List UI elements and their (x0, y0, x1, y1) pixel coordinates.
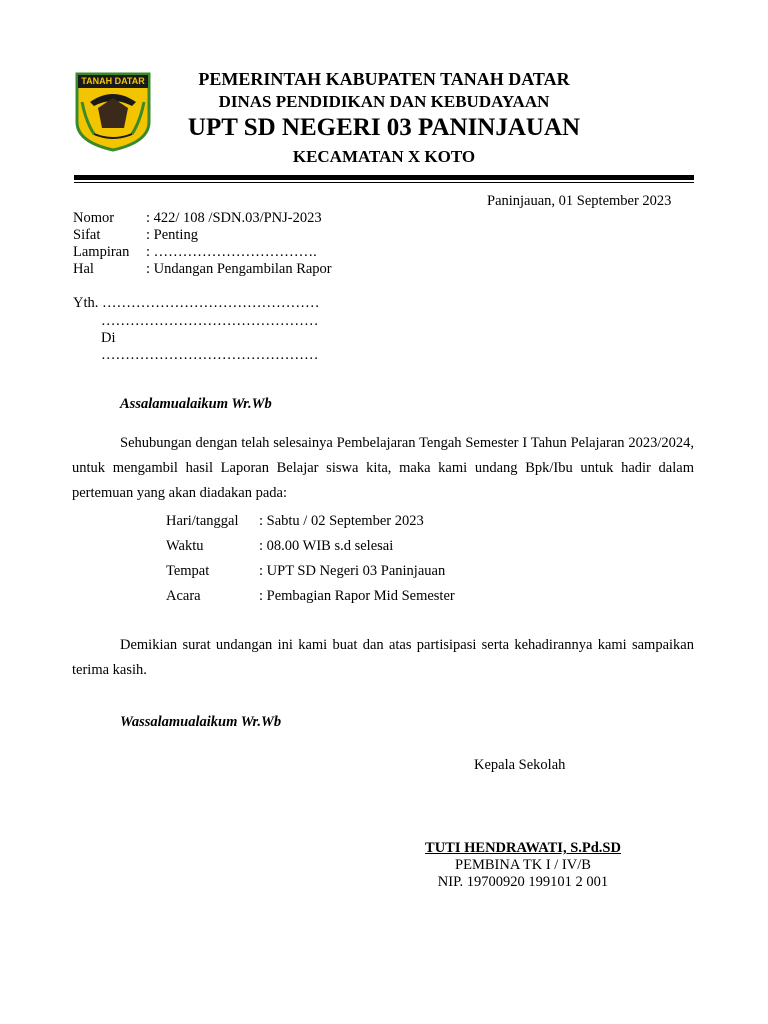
recipient-line-3: Di (101, 330, 116, 346)
event-value: : 08.00 WIB s.d selesai (259, 538, 394, 554)
event-value: : Pembagian Rapor Mid Semester (259, 588, 455, 604)
event-value: : UPT SD Negeri 03 Paninjauan (259, 563, 446, 579)
logo-label: TANAH DATAR (81, 76, 145, 86)
meta-label: Hal (73, 261, 94, 277)
closing-greeting: Wassalamualaikum Wr.Wb (120, 714, 282, 730)
event-value: : Sabtu / 02 September 2023 (259, 513, 424, 529)
meta-value: : ……………………………. (146, 244, 317, 260)
meta-label: Lampiran (73, 244, 130, 260)
meta-value: : Undangan Pengambilan Rapor (146, 261, 332, 277)
recipient-line-1: Yth. ……………………………………… (73, 295, 320, 311)
regency-logo (74, 72, 152, 152)
letterhead-line-4: KECAMATAN X KOTO (292, 147, 476, 166)
signature-rank: PEMBINA TK I / IV/B (455, 857, 591, 873)
letterhead-line-1: PEMERINTAH KABUPATEN TANAH DATAR (198, 69, 570, 89)
signature-name: TUTI HENDRAWATI, S.Pd.SD (425, 840, 621, 856)
event-label: Hari/tanggal (166, 513, 239, 529)
signature-nip: NIP. 19700920 199101 2 001 (437, 874, 609, 890)
paragraph-invitation: Sehubungan dengan telah selesainya Pembelajaran Tengah Semester I Tahun Pelajaran 2023/2024, untuk mengambil hasil Laporan Belajar siswa kita, maka kami undang Bpk/Ibu untuk hadir dalam pertemuan yang akan diadakan pada: (72, 435, 694, 501)
event-label: Waktu (166, 538, 204, 554)
letter-date: Paninjauan, 01 September 2023 (487, 193, 672, 209)
recipient-line-4: ……………………………………… (101, 347, 319, 363)
signature-title: Kepala Sekolah (474, 757, 566, 773)
meta-label: Sifat (73, 227, 101, 243)
meta-value: : Penting (146, 227, 198, 243)
greeting: Assalamualaikum Wr.Wb (120, 396, 272, 412)
paragraph-closing: Demikian surat undangan ini kami buat dan atas partisipasi serta kehadirannya kami sampaikan terima kasih. (72, 637, 694, 678)
event-label: Tempat (166, 563, 210, 579)
letterhead-line-3: UPT SD NEGERI 03 PANINJAUAN (187, 114, 581, 141)
meta-value: : 422/ 108 /SDN.03/PNJ-2023 (146, 210, 322, 226)
letterhead-rule-thick (74, 175, 694, 180)
recipient-line-2: ……………………………………… (101, 313, 319, 329)
letterhead-rule-thin (74, 182, 694, 183)
letterhead-line-2: DINAS PENDIDIKAN DAN KEBUDAYAAN (218, 92, 550, 111)
event-label: Acara (166, 588, 201, 604)
meta-label: Nomor (73, 210, 115, 226)
